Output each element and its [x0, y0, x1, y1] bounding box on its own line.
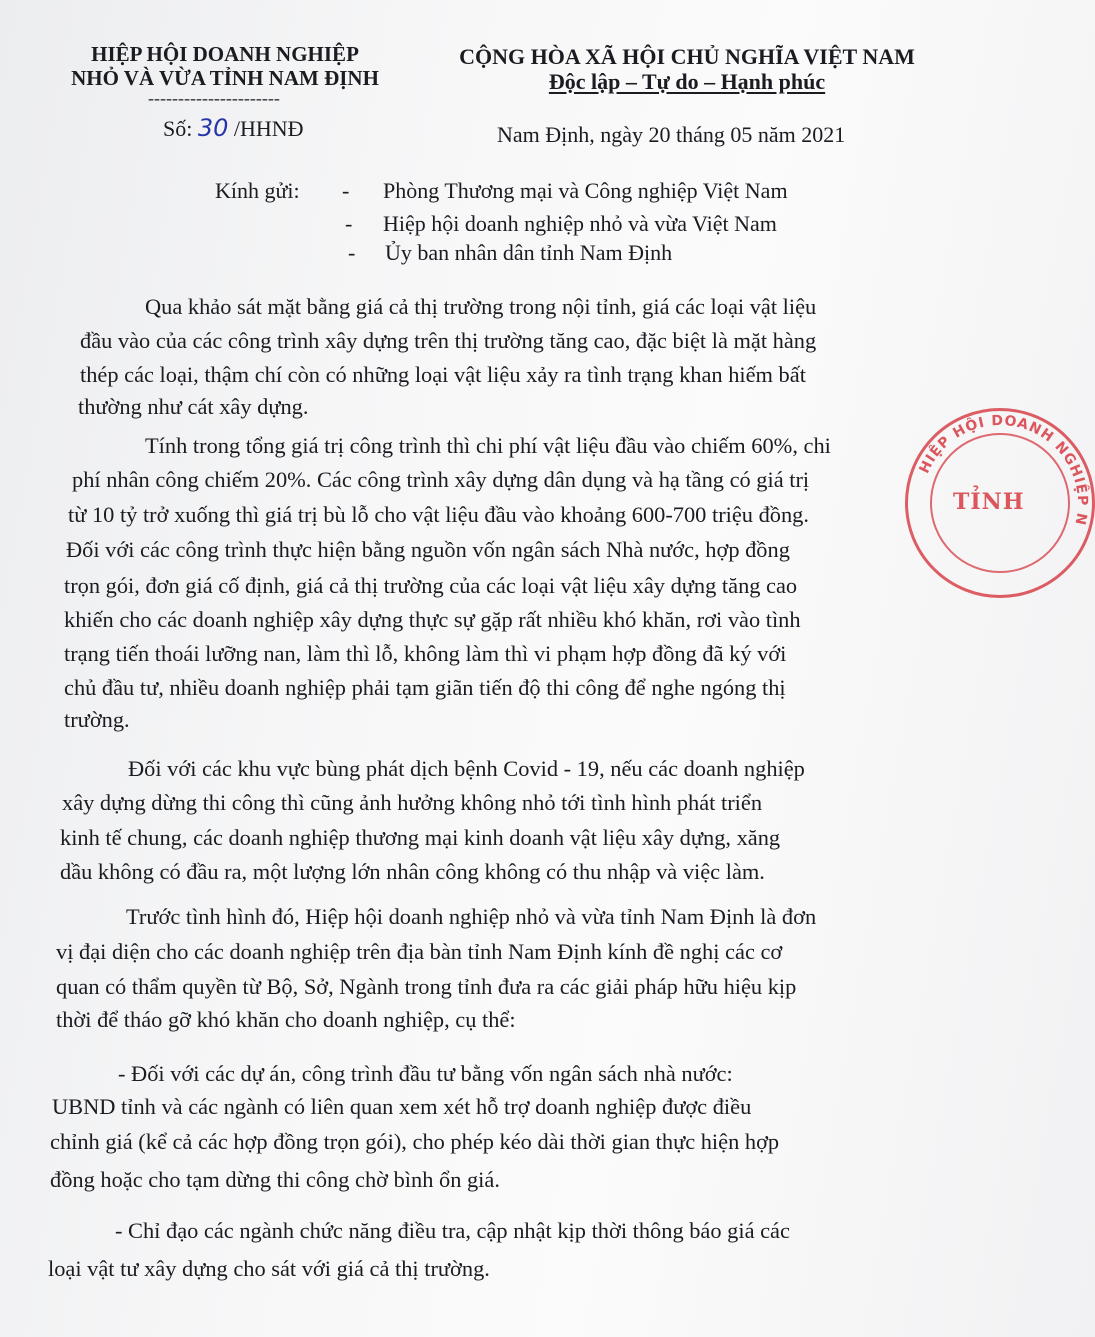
recipient-item: Ủy ban nhân dân tỉnh Nam Định: [385, 240, 673, 265]
paragraph-line: chủ đầu tư, nhiều doanh nghiệp phải tạm giãn tiến độ thi công để nghe ngóng thị: [64, 675, 786, 700]
country-name: CỘNG HÒA XÃ HỘI CHỦ NGHĨA VIỆT NAM: [459, 44, 915, 69]
paragraph-line: loại vật tư xây dựng cho sát với giá cả thị trường.: [48, 1256, 490, 1281]
paragraph-line: khiến cho các doanh nghiệp xây dựng thực sự gặp rất nhiều khó khăn, rơi vào tình: [64, 607, 801, 632]
paragraph-line: trạng tiến thoái lưỡng nan, làm thì lỗ, không làm thì vi phạm hợp đồng đã ký với: [64, 641, 787, 666]
seal-ring-text: HIỆP HỘI DOANH NGHIỆP N: [916, 412, 1091, 528]
paragraph-line: xây dựng dừng thi công thì cũng ảnh hưởng không nhỏ tới tình hình phát triển: [62, 790, 763, 815]
paragraph-line: thép các loại, thậm chí còn có những loại vật liệu xảy ra tình trạng khan hiếm bất: [80, 362, 806, 387]
paragraph-line: Trước tình hình đó, Hiệp hội doanh nghiệp nhỏ và vừa tỉnh Nam Định là đơn: [126, 904, 817, 929]
paragraph-line: Đối với các công trình thực hiện bằng nguồn vốn ngân sách Nhà nước, hợp đồng: [66, 537, 790, 562]
recipient-dash: -: [345, 211, 353, 236]
organization-name: [60, 42, 390, 90]
organization-line-1: HIỆP HỘI DOANH NGHIỆP: [91, 42, 359, 66]
paragraph-line: vị đại diện cho các doanh nghiệp trên địa bàn tỉnh Nam Định kính đề nghị các cơ: [56, 939, 783, 964]
recipient-item: Phòng Thương mại và Công nghiệp Việt Nam: [383, 178, 788, 203]
paragraph-line: trường.: [64, 707, 130, 732]
paragraph-line: chỉnh giá (kể cả các hợp đồng trọn gói), cho phép kéo dài thời gian thực hiện hợp: [50, 1129, 780, 1154]
document-number-prefix: Số:: [163, 116, 193, 141]
document-number-suffix: /HHNĐ: [233, 116, 304, 141]
paragraph-line: đầu vào của các công trình xây dựng trên thị trường tăng cao, đặc biệt là mặt hàng: [80, 328, 817, 353]
document-number-handwritten: 30: [197, 114, 229, 142]
header-divider: ----------------------: [148, 88, 280, 108]
document-number: [163, 114, 304, 142]
paragraph-line: - Đối với các dự án, công trình đầu tư bằng vốn ngân sách nhà nước:: [118, 1061, 733, 1086]
paragraph-line: thời để tháo gỡ khó khăn cho doanh nghiệp, cụ thể:: [56, 1007, 516, 1032]
official-seal: [905, 408, 1095, 598]
seal-center-text: TỈNH: [953, 489, 1025, 515]
recipients-label: Kính gửi:: [215, 178, 300, 203]
paragraph-line: dầu không có đầu ra, một lượng lớn nhân công không có thu nhập và việc làm.: [60, 859, 765, 884]
paragraph-line: Qua khảo sát mặt bằng giá cả thị trường trong nội tỉnh, giá các loại vật liệu: [145, 294, 817, 319]
paragraph-line: - Chỉ đạo các ngành chức năng điều tra, cập nhật kịp thời thông báo giá các: [115, 1218, 790, 1243]
recipient-item: Hiệp hội doanh nghiệp nhỏ và vừa Việt Nam: [383, 211, 777, 236]
recipient-dash: -: [348, 240, 356, 265]
national-motto: Độc lập – Tự do – Hạnh phúc: [548, 69, 826, 94]
recipient-dash: -: [342, 178, 350, 203]
paragraph-line: phí nhân công chiếm 20%. Các công trình xây dựng dân dụng và hạ tầng có giá trị: [72, 467, 810, 492]
paragraph-line: trọn gói, đơn giá cố định, giá cả thị trường của các loại vật liệu xây dựng tăng cao: [64, 573, 798, 598]
organization-line-2: NHỎ VÀ VỪA TỈNH NAM ĐỊNH: [71, 66, 379, 90]
seal-ring-text-graphic: [905, 408, 1095, 598]
document-date: Nam Định, ngày 20 tháng 05 năm 2021: [497, 122, 846, 147]
paragraph-line: Đối với các khu vực bùng phát dịch bệnh Covid - 19, nếu các doanh nghiệp: [128, 756, 805, 781]
paragraph-line: kinh tế chung, các doanh nghiệp thương mại kinh doanh vật liệu xây dựng, xăng: [60, 825, 781, 850]
paragraph-line: quan có thẩm quyền từ Bộ, Sở, Ngành trong tỉnh đưa ra các giải pháp hữu hiệu kịp: [56, 974, 797, 999]
paragraph-line: đồng hoặc cho tạm dừng thi công chờ bình ổn giá.: [50, 1167, 500, 1192]
paragraph-line: UBND tỉnh và các ngành có liên quan xem xét hỗ trợ doanh nghiệp được điều: [52, 1094, 752, 1119]
paragraph-line: thường như cát xây dựng.: [78, 394, 309, 419]
svg-text:HIỆP HỘI DOANH NGHIỆP N: [916, 413, 1091, 527]
paragraph-line: từ 10 tỷ trở xuống thì giá trị bù lỗ cho vật liệu đầu vào khoảng 600-700 triệu đồng.: [68, 502, 809, 527]
national-header: [432, 44, 942, 94]
paragraph-line: Tính trong tổng giá trị công trình thì chi phí vật liệu đầu vào chiếm 60%, chi: [145, 433, 831, 458]
